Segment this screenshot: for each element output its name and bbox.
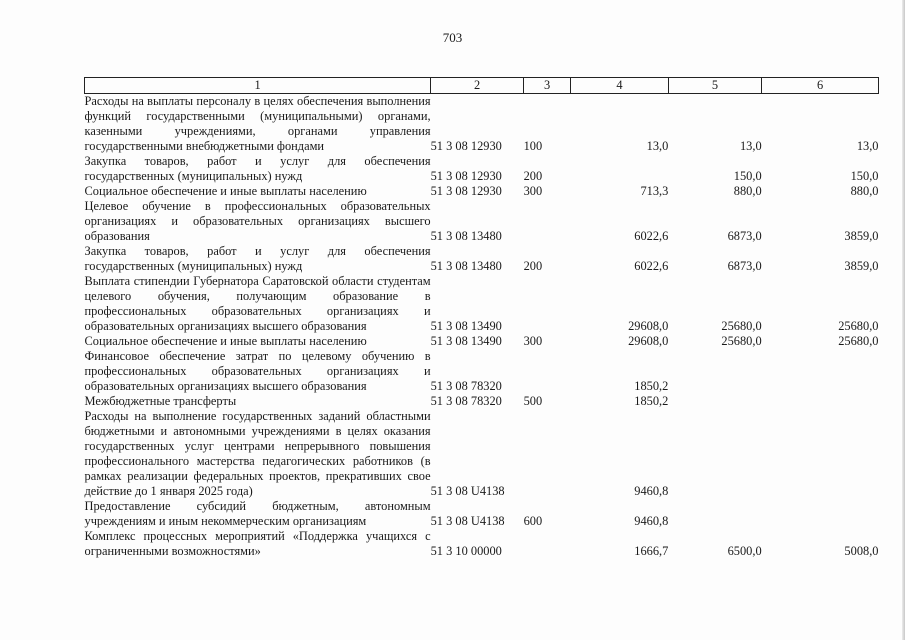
table-row: [85, 274, 879, 334]
row-value-2026: 6873,0: [727, 259, 762, 273]
row-value-2027: 3859,0: [844, 259, 879, 273]
row-value-2025: 9460,8: [634, 484, 669, 498]
row-type: [524, 349, 571, 394]
row-value-2027: 25680,0: [838, 334, 879, 348]
row-name: Комплекс процессных мероприятий «Поддержка учащихся с ограниченными возможностями»: [84, 529, 431, 558]
row-value-2025: 6022,6: [634, 259, 669, 273]
row-value-2027: [762, 349, 879, 394]
row-value-2026: [668, 409, 761, 499]
row-value-2026: 6500,0: [727, 544, 762, 558]
row-name: Предоставление субсидий бюджетным, автономным учреждениям и иным некоммерческим организациям: [84, 499, 431, 528]
row-type: 100: [523, 139, 543, 153]
row-name: Расходы на выполнение государственных заданий областными бюджетными и автономными учреждениями в целях оказания государственных услуг центрами непрерывного повышения профессионального мастерства педагогических работников (в рамках реализации федеральных проектов, прекративших свое действие до 1 января 2025 года): [84, 409, 431, 498]
row-code: 51 3 08 78320: [430, 394, 502, 408]
row-value-2027: 150,0: [850, 169, 879, 183]
row-name: Закупка товаров, работ и услуг для обеспечения государственных (муниципальных) нужд: [84, 154, 431, 183]
row-name: Социальное обеспечение и иные выплаты населению: [84, 184, 367, 198]
row-value-2025: 29608,0: [628, 319, 669, 333]
table-row: [85, 199, 879, 244]
row-type: [524, 529, 571, 559]
row-value-2026: [668, 394, 761, 409]
table-row: [85, 184, 879, 199]
row-value-2026: 25680,0: [721, 319, 762, 333]
row-value-2027: 13,0: [856, 139, 879, 153]
table-row: [85, 154, 879, 184]
column-header-5: 5: [668, 78, 761, 94]
row-code: 51 3 08 12930: [430, 184, 502, 198]
row-value-2026: 150,0: [733, 169, 762, 183]
column-header-2: 2: [431, 78, 524, 94]
row-value-2027: 5008,0: [844, 544, 879, 558]
table-row: [85, 409, 879, 499]
row-value-2025: 29608,0: [628, 334, 669, 348]
row-value-2025: 9460,8: [634, 514, 669, 528]
table-row: [85, 244, 879, 274]
row-code: 51 3 08 13480: [430, 229, 502, 243]
table-row: [85, 529, 879, 559]
row-type: [524, 199, 571, 244]
row-value-2027: 880,0: [850, 184, 879, 198]
table-header-row: [85, 78, 879, 94]
row-value-2027: 3859,0: [844, 229, 879, 243]
row-value-2026: [668, 499, 761, 529]
column-header-3: 3: [524, 78, 571, 94]
column-header-4: 4: [571, 78, 669, 94]
table-row: [85, 394, 879, 409]
row-value-2026: 6873,0: [727, 229, 762, 243]
row-code: 51 3 08 12930: [430, 139, 502, 153]
row-value-2027: [762, 409, 879, 499]
row-value-2026: 880,0: [733, 184, 762, 198]
row-code: 51 3 10 00000: [430, 544, 502, 558]
row-value-2027: [762, 499, 879, 529]
row-name: Выплата стипендии Губернатора Саратовской области студентам целевого обучения, получающим образование в профессиональных образовательных организациях и образовательных организациях высшего образования: [84, 274, 431, 333]
row-code: 51 3 08 12930: [430, 169, 502, 183]
row-type: 500: [523, 394, 543, 408]
row-value-2025: [571, 154, 669, 184]
row-code: 51 3 08 13490: [430, 319, 502, 333]
row-type: [524, 409, 571, 499]
row-code: 51 3 08 13480: [430, 259, 502, 273]
row-name: Социальное обеспечение и иные выплаты населению: [84, 334, 367, 348]
row-value-2026: 13,0: [739, 139, 762, 153]
row-type: 200: [523, 259, 543, 273]
row-value-2026: 25680,0: [721, 334, 762, 348]
table-row: [85, 499, 879, 529]
row-value-2025: 1850,2: [634, 394, 669, 408]
table-row: [85, 349, 879, 394]
row-name: Межбюджетные трансферты: [84, 394, 237, 408]
row-name: Финансовое обеспечение затрат по целевому обучению в профессиональных образовательных организациях и образовательных организациях высшего образования: [84, 349, 431, 393]
row-type: 300: [523, 334, 543, 348]
row-name: Закупка товаров, работ и услуг для обеспечения государственных (муниципальных) нужд: [84, 244, 431, 273]
row-value-2027: [762, 394, 879, 409]
row-code: 51 3 08 78320: [430, 379, 502, 393]
row-value-2026: [668, 349, 761, 394]
row-code: 51 3 08 U4138: [430, 484, 505, 498]
row-value-2027: 25680,0: [838, 319, 879, 333]
row-type: 600: [523, 514, 543, 528]
row-name: Целевое обучение в профессиональных образовательных организациях и образовательных организациях высшего образования: [84, 199, 431, 243]
row-type: [524, 274, 571, 334]
row-type: 200: [523, 169, 543, 183]
column-header-6: 6: [762, 78, 879, 94]
row-value-2025: 1666,7: [634, 544, 669, 558]
row-code: 51 3 08 13490: [430, 334, 502, 348]
row-value-2025: 1850,2: [634, 379, 669, 393]
row-value-2025: 713,3: [640, 184, 669, 198]
column-header-1: 1: [85, 78, 431, 94]
page-number: 703: [442, 30, 463, 45]
row-value-2025: 13,0: [646, 139, 669, 153]
row-code: 51 3 08 U4138: [430, 514, 505, 528]
budget-table: [84, 77, 879, 559]
table-row: [85, 94, 879, 155]
table-row: [85, 334, 879, 349]
row-name: Расходы на выплаты персоналу в целях обеспечения выполнения функций государственными (муниципальными) органами, казенными учреждениями, органами управления государственными внебюджетными фондами: [84, 94, 431, 153]
row-value-2025: 6022,6: [634, 229, 669, 243]
row-type: 300: [523, 184, 543, 198]
